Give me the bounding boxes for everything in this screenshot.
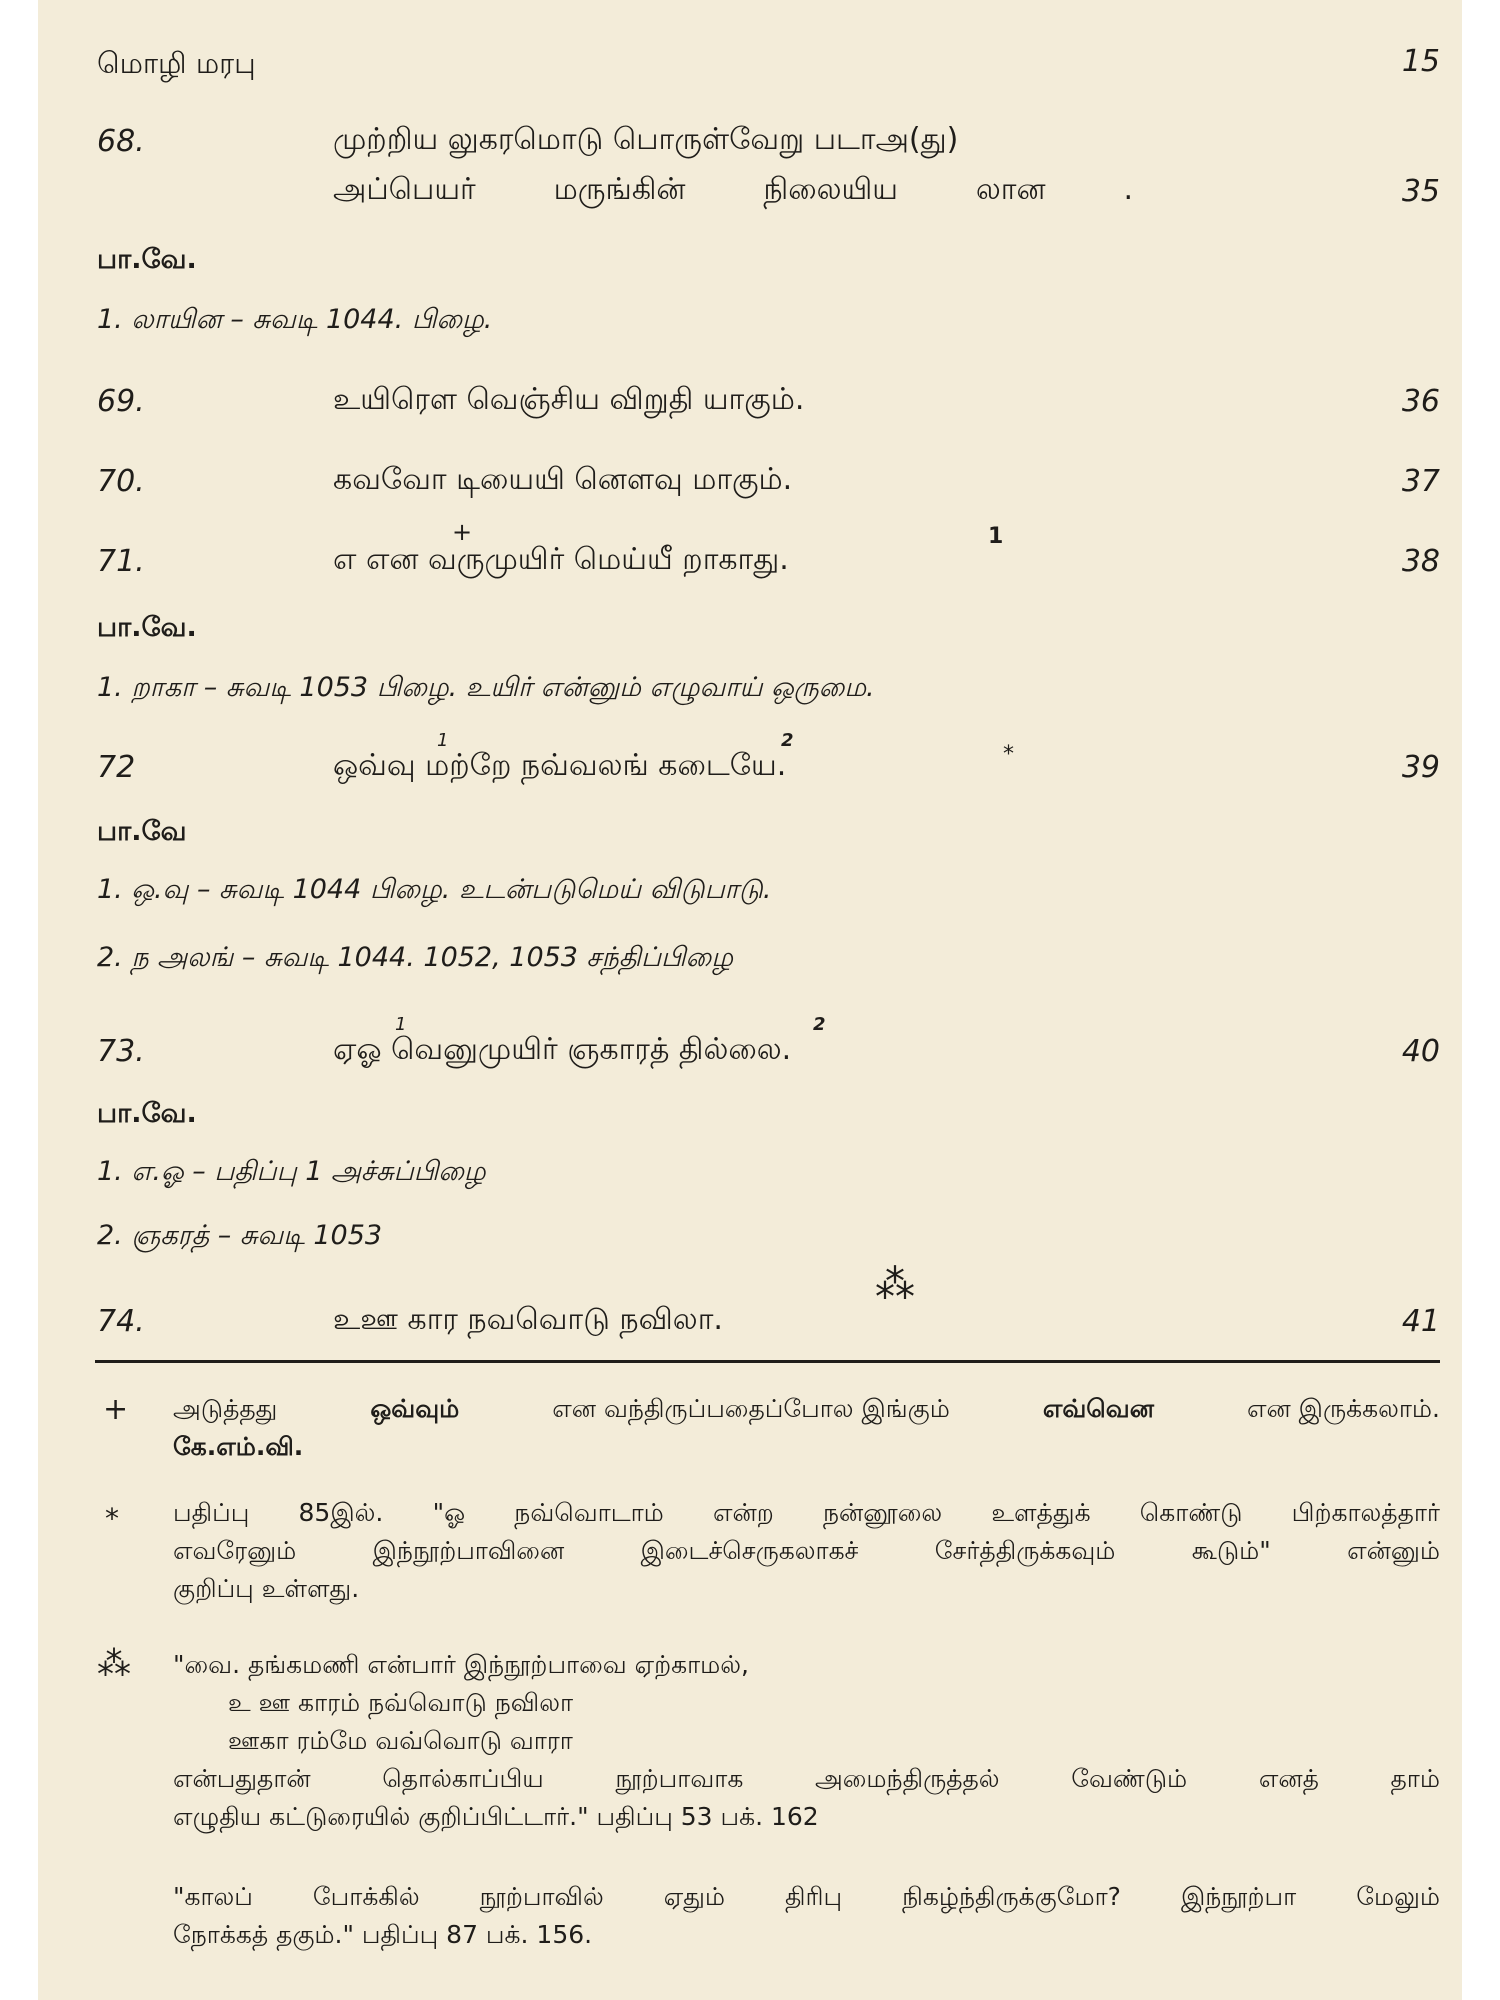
variant-note: 1. லாயின – சுவடி 1044. பிழை. xyxy=(97,304,493,335)
verse-line: உயிரௌ வெஞ்சிய விறுதி யாகும். xyxy=(333,382,805,417)
footnote-text: "வை. தங்கமணி என்பார் இந்நூற்பாவை ஏற்காமல், xyxy=(173,1650,749,1679)
footnote-text: பதிப்பு 85இல். "ஓ நவ்வொடாம் என்ற நன்னூலை உளத்துக் கொண்டு பிற்காலத்தார் xyxy=(173,1498,1440,1527)
footnote-star xyxy=(173,1494,1440,1608)
quoted-verse: ஊகா ரம்மே வவ்வொடு வாரா xyxy=(228,1726,573,1755)
verse-number: 74. xyxy=(97,1304,145,1339)
book-page xyxy=(38,0,1462,2000)
verse-line: ஒவ்வு மற்றே நவ்வலங் கடையே. xyxy=(333,748,787,783)
reference-page: 37 xyxy=(1401,464,1440,499)
verse-number: 73. xyxy=(97,1034,145,1069)
footnote-text: குறிப்பு உள்ளது. xyxy=(173,1574,360,1603)
footnote-text: கே.எம்.வி. xyxy=(173,1432,304,1461)
reference-page: 40 xyxy=(1401,1034,1440,1069)
variant-mark: 1 xyxy=(988,524,1004,549)
page-number: 15 xyxy=(1401,44,1440,79)
variant-note: 1. ஒ.வு – சுவடி 1044 பிழை. உடன்படுமெய் விடுபாடு. xyxy=(97,874,772,905)
variant-note: 1. எ.ஓ – பதிப்பு 1 அச்சுப்பிழை xyxy=(97,1156,486,1187)
reference-page: 36 xyxy=(1401,384,1440,419)
footnote-symbol: + xyxy=(103,1392,129,1427)
footnote-emphasis: ஒவ்வும் xyxy=(370,1394,460,1423)
verse-line: எ என வருமுயிர் மெய்யீ றாகாது. xyxy=(333,542,789,577)
variants-label: பா.வே xyxy=(97,816,187,847)
asterism-footnote-mark: ⁂ xyxy=(875,1262,915,1308)
verse-number: 69. xyxy=(97,384,145,419)
footnote-asterism-closing xyxy=(173,1878,1440,1954)
verse-number: 70. xyxy=(97,464,145,499)
verse-number: 71. xyxy=(97,544,145,579)
verse-line: முற்றிய லுகரமொடு பொருள்வேறு படாஅ(து) xyxy=(333,122,959,157)
footnote-asterism xyxy=(173,1646,1440,1836)
verse-line: அப்பெயர் மருங்கின் நிலையிய லான . xyxy=(333,172,1133,207)
footnote-text: என்பதுதான் தொல்காப்பிய நூற்பாவாக அமைந்திருத்தல் வேண்டும் எனத் தாம் xyxy=(173,1764,1440,1793)
footnote-separator xyxy=(95,1360,1440,1363)
variant-note: 1. றாகா – சுவடி 1053 பிழை. உயிர் என்னும் எழுவாய் ஒருமை. xyxy=(97,672,875,703)
footnote-text: அடுத்தது xyxy=(173,1394,278,1423)
variants-label: பா.வே. xyxy=(97,244,197,275)
footnote-text: என இருக்கலாம். xyxy=(1246,1394,1440,1423)
footnote-symbol: * xyxy=(105,1502,119,1535)
footnote-plus xyxy=(173,1390,1440,1466)
verse-number: 72 xyxy=(97,750,136,785)
footnote-symbol: ⁂ xyxy=(97,1644,131,1684)
footnote-text: எவரேனும் இந்நூற்பாவினை இடைச்செருகலாகச் சேர்த்திருக்கவும் கூடும்" என்னும் xyxy=(173,1536,1440,1565)
footnote-text: நோக்கத் தகும்." பதிப்பு 87 பக். 156. xyxy=(173,1920,593,1949)
footnote-emphasis: எவ்வென xyxy=(1042,1394,1154,1423)
variant-note: 2. ந அலங் – சுவடி 1044. 1052, 1053 சந்திப்பிழை xyxy=(97,942,733,973)
variants-label: பா.வே. xyxy=(97,1098,197,1129)
page-content xyxy=(75,0,1440,2000)
verse-number: 68. xyxy=(97,124,145,159)
variants-label: பா.வே. xyxy=(97,612,197,643)
variant-mark: 2 xyxy=(781,730,794,751)
verse-line: உஊ கார நவவொடு நவிலா. xyxy=(333,1302,723,1337)
plus-footnote-mark: + xyxy=(452,518,473,546)
reference-page: 39 xyxy=(1401,750,1440,785)
reference-page: 38 xyxy=(1401,544,1440,579)
star-footnote-mark: * xyxy=(1003,742,1014,767)
reference-page: 41 xyxy=(1401,1304,1440,1339)
footnote-text: எழுதிய கட்டுரையில் குறிப்பிட்டார்." பதிப்பு 53 பக். 162 xyxy=(173,1802,819,1831)
reference-page: 35 xyxy=(1401,174,1440,209)
footnote-text: என வந்திருப்பதைப்போல இங்கும் xyxy=(552,1394,950,1423)
variant-mark: 2 xyxy=(813,1014,826,1035)
variant-mark: 1 xyxy=(395,1014,407,1035)
variant-note: 2. ஞகரத் – சுவடி 1053 xyxy=(97,1220,383,1251)
variant-mark: 1 xyxy=(437,730,449,751)
running-title: மொழி மரபு xyxy=(97,46,256,80)
scan-margin xyxy=(0,0,38,2000)
footnote-text: "காலப் போக்கில் நூற்பாவில் ஏதும் திரிபு நிகழ்ந்திருக்குமோ? இந்நூற்பா மேலும் xyxy=(173,1882,1440,1911)
quoted-verse: உ ஊ காரம் நவ்வொடு நவிலா xyxy=(228,1688,574,1717)
verse-line: ஏஓ வெனுமுயிர் ஞகாரத் தில்லை. xyxy=(333,1032,792,1067)
verse-line: கவவோ டியையி னௌவு மாகும். xyxy=(333,462,793,497)
